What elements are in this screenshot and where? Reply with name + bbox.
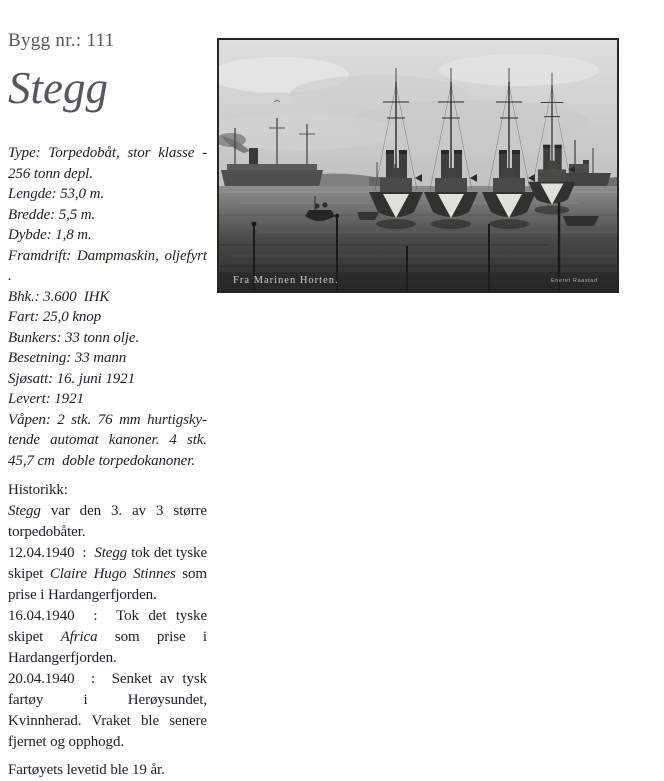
history-paragraph: 20.04.1940 : Senket av tysk fartøy i Herøysundet, Kvinnherad. Vraket ble senere fjernet og opphogd.	[8, 671, 207, 750]
spec-line-bredde: Bredde: 5,5 m.	[8, 206, 96, 223]
harbor-scene-graphic	[219, 40, 617, 291]
spec-line-type: Type: Torpedobåt, stor klasse - 256 tonn depl.	[8, 145, 207, 182]
history-block	[8, 480, 207, 781]
specs-block	[8, 143, 207, 471]
history-paragraph: Stegg var den 3. av 3 større torpedobåter.	[8, 503, 207, 540]
spec-line-lengde: Lengde: 53,0 m.	[8, 186, 104, 202]
photo-caption: Fra Marinen Horten.	[233, 275, 339, 286]
history-paragraph: 12.04.1940 : Stegg tok det tyske skipet Claire Hugo Stinnes som prise i Hardangerfjorden.	[8, 545, 207, 603]
left-column	[8, 30, 207, 781]
spec-line-fart: Fart: 25,0 knop	[8, 309, 102, 325]
ship-photo	[217, 38, 619, 293]
spec-line-levert: Levert: 1921	[8, 391, 84, 407]
spec-line-bunkers: Bunkers: 33 tonn olje.	[8, 329, 140, 346]
spec-line-besetning: Besetning: 33 mann	[8, 350, 127, 366]
history-heading: Historikk:	[8, 482, 68, 498]
launch-right	[563, 216, 599, 226]
ship-name-title: Stegg	[8, 63, 108, 113]
history-paragraph: 16.04.1940 : Tok det tyske skipet Africa som prise i Hardangerfjorden.	[8, 608, 207, 666]
spec-line-bhk: Bhk.: 3.600 IHK	[8, 288, 110, 305]
spec-line-vapen: Våpen: 2 stk. 76 mm hurtigskytende automat kanoner. 4 stk. 45,7 cm doble torpedokanoner.	[8, 411, 207, 469]
photo-credit: Eneret Raastad	[551, 278, 598, 284]
spec-line-sjosatt: Sjøsatt: 16. juni 1921	[8, 370, 135, 387]
spec-line-framdrift: Framdrift: Dampmaskin, oljefyrt .	[8, 247, 207, 284]
lifetime-note: Fartøyets levetid ble 19 år.	[8, 762, 165, 778]
build-number: Bygg nr.: 111	[8, 30, 115, 51]
spec-line-dybde: Dybde: 1,8 m.	[8, 227, 92, 243]
